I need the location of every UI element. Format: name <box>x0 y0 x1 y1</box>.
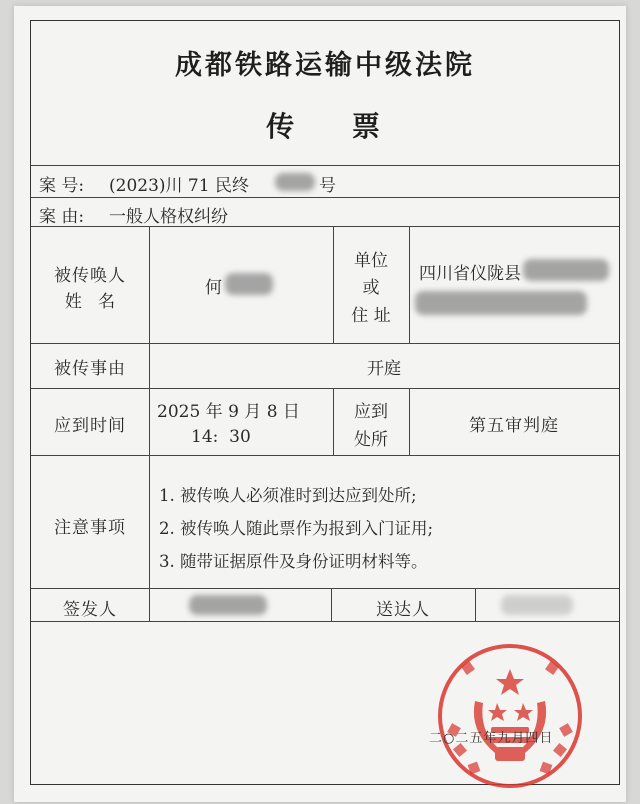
issuer-label: 签发人 <box>63 600 117 620</box>
address-label-3: 住 址 <box>351 306 391 326</box>
divider <box>31 165 619 166</box>
notes-item: 3. 随带证据原件及身份证明材料等。 <box>159 552 428 571</box>
place-label-1: 应到 <box>354 402 388 422</box>
case-number-prefix: (2023)川 71 民终 <box>109 176 249 196</box>
time-label: 应到时间 <box>54 416 126 436</box>
redaction-blur <box>415 291 587 315</box>
summons-paper <box>14 6 626 802</box>
notes-item: 1. 被传唤人必须准时到达应到处所; <box>159 486 417 505</box>
divider <box>31 621 619 622</box>
notes-label: 注意事项 <box>54 518 126 538</box>
divider <box>31 197 619 198</box>
divider <box>31 343 619 344</box>
server-label: 送达人 <box>376 600 430 620</box>
official-seal-icon <box>435 641 585 791</box>
matter-value: 开庭 <box>367 359 401 379</box>
divider <box>31 388 619 389</box>
notes-item: 2. 被传唤人随此票作为报到入门证用; <box>159 519 434 538</box>
appearance-date: 2025 年 9 月 8 日 <box>157 402 300 422</box>
redaction-blur <box>501 595 573 615</box>
address-label-1: 单位 <box>354 251 388 271</box>
appearance-time: 14: 30 <box>191 427 251 447</box>
case-number-label: 案 号: <box>39 176 85 196</box>
place-label-2: 处所 <box>354 430 388 450</box>
seal-date: 二○二五年九月四日 <box>429 731 554 746</box>
divider <box>31 588 619 589</box>
divider <box>31 455 619 456</box>
redaction-blur <box>225 273 273 295</box>
document-type: 传 票 <box>266 110 404 143</box>
summons-form <box>30 20 620 785</box>
summoned-name: 何 <box>205 278 222 298</box>
case-cause-value: 一般人格权纠纷 <box>109 207 228 227</box>
redaction-blur <box>275 173 315 191</box>
divider <box>409 226 410 343</box>
case-number-suffix: 号 <box>319 176 336 196</box>
divider <box>475 588 476 621</box>
redaction-blur <box>523 259 609 281</box>
case-cause-label: 案 由: <box>39 207 85 227</box>
divider <box>149 226 150 621</box>
summoned-label-line2: 姓 名 <box>64 292 116 312</box>
address-label-2: 或 <box>362 278 380 298</box>
redaction-blur <box>189 595 267 615</box>
court-name: 成都铁路运输中级法院 <box>175 50 475 81</box>
place-value: 第五审判庭 <box>469 416 559 436</box>
matter-label: 被传事由 <box>54 359 126 379</box>
summoned-label-line1: 被传唤人 <box>54 266 126 286</box>
address-value: 四川省仪陇县 <box>419 264 521 284</box>
